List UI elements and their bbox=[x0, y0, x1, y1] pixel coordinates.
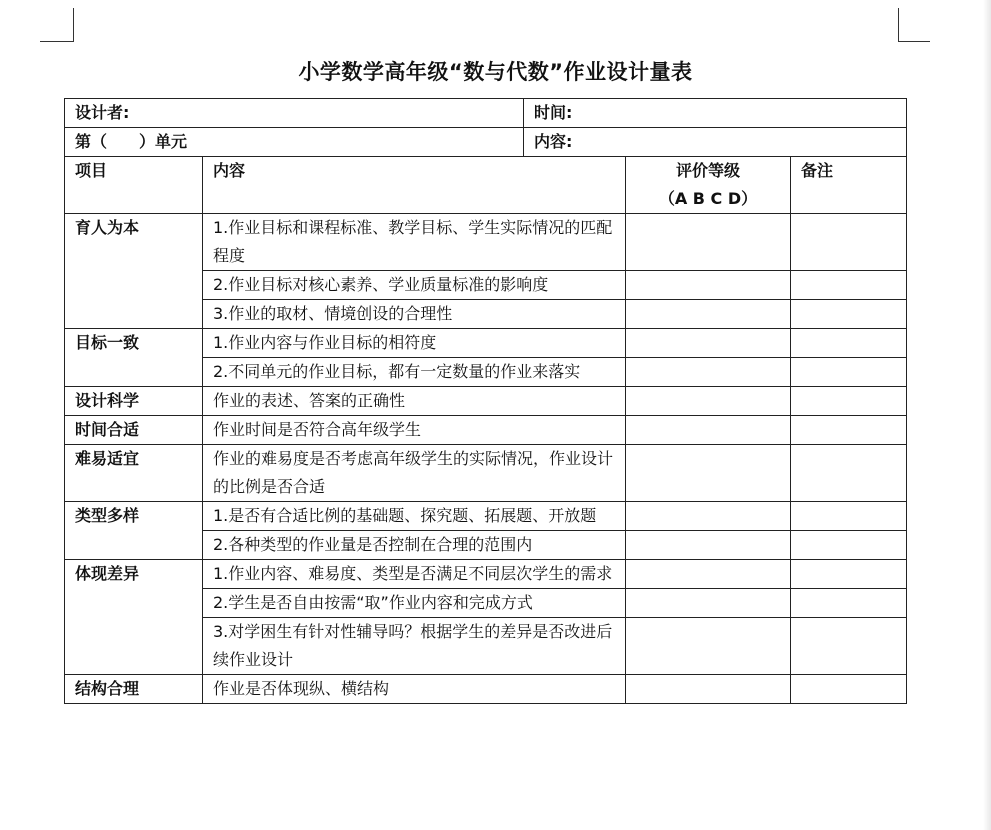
info-row-1 bbox=[65, 99, 907, 128]
criteria-row bbox=[65, 445, 907, 502]
grade-input-cell[interactable] bbox=[626, 387, 791, 416]
crop-mark-top-right bbox=[898, 8, 930, 42]
criteria-content-cell: 作业时间是否符合高年级学生 bbox=[203, 416, 626, 445]
grade-input-cell[interactable] bbox=[626, 358, 791, 387]
criteria-content-cell: 1.是否有合适比例的基础题、探究题、拓展题、开放题 bbox=[203, 502, 626, 531]
criteria-content-cell: 作业是否体现纵、横结构 bbox=[203, 675, 626, 704]
category-cell: 目标一致 bbox=[65, 329, 203, 387]
column-header-content: 内容 bbox=[203, 157, 626, 214]
category-cell: 设计科学 bbox=[65, 387, 203, 416]
page-edge-shadow bbox=[983, 0, 991, 830]
grade-input-cell[interactable] bbox=[626, 560, 791, 589]
category-cell: 类型多样 bbox=[65, 502, 203, 560]
column-header-row bbox=[65, 157, 907, 214]
remark-input-cell[interactable] bbox=[791, 589, 907, 618]
category-cell: 难易适宜 bbox=[65, 445, 203, 502]
grade-input-cell[interactable] bbox=[626, 445, 791, 502]
remark-input-cell[interactable] bbox=[791, 618, 907, 675]
criteria-row bbox=[65, 387, 907, 416]
category-cell: 结构合理 bbox=[65, 675, 203, 704]
criteria-content-cell: 2.作业目标对核心素养、学业质量标准的影响度 bbox=[203, 271, 626, 300]
remark-input-cell[interactable] bbox=[791, 358, 907, 387]
criteria-row bbox=[65, 329, 907, 358]
remark-input-cell[interactable] bbox=[791, 214, 907, 271]
evaluation-table bbox=[64, 98, 907, 704]
grade-input-cell[interactable] bbox=[626, 531, 791, 560]
criteria-row bbox=[65, 214, 907, 271]
criteria-content-cell: 1.作业目标和课程标准、教学目标、学生实际情况的匹配程度 bbox=[203, 214, 626, 271]
criteria-content-cell: 2.各种类型的作业量是否控制在合理的范围内 bbox=[203, 531, 626, 560]
grade-header-line1: 评价等级 bbox=[675, 161, 740, 180]
grade-input-cell[interactable] bbox=[626, 589, 791, 618]
column-header-item: 项目 bbox=[65, 157, 203, 214]
document-title: 小学数学高年级“数与代数”作业设计量表 bbox=[298, 60, 693, 84]
column-header-remark: 备注 bbox=[791, 157, 907, 214]
remark-input-cell[interactable] bbox=[791, 329, 907, 358]
time-field[interactable]: 时间: bbox=[524, 99, 907, 128]
remark-input-cell[interactable] bbox=[791, 387, 907, 416]
criteria-content-cell: 2.不同单元的作业目标，都有一定数量的作业来落实 bbox=[203, 358, 626, 387]
grade-input-cell[interactable] bbox=[626, 329, 791, 358]
remark-input-cell[interactable] bbox=[791, 675, 907, 704]
remark-input-cell[interactable] bbox=[791, 531, 907, 560]
remark-input-cell[interactable] bbox=[791, 445, 907, 502]
grade-header-line2: （A B C D） bbox=[658, 189, 758, 208]
criteria-content-cell: 1.作业内容、难易度、类型是否满足不同层次学生的需求 bbox=[203, 560, 626, 589]
criteria-content-cell: 作业的难易度是否考虑高年级学生的实际情况，作业设计的比例是否合适 bbox=[203, 445, 626, 502]
grade-input-cell[interactable] bbox=[626, 618, 791, 675]
grade-input-cell[interactable] bbox=[626, 502, 791, 531]
info-row-2 bbox=[65, 128, 907, 157]
criteria-row bbox=[65, 502, 907, 531]
column-header-grade bbox=[626, 157, 791, 214]
criteria-content-cell: 3.作业的取材、情境创设的合理性 bbox=[203, 300, 626, 329]
grade-input-cell[interactable] bbox=[626, 271, 791, 300]
designer-field[interactable]: 设计者: bbox=[65, 99, 524, 128]
grade-input-cell[interactable] bbox=[626, 214, 791, 271]
criteria-row bbox=[65, 675, 907, 704]
remark-input-cell[interactable] bbox=[791, 300, 907, 329]
remark-input-cell[interactable] bbox=[791, 416, 907, 445]
unit-field[interactable]: 第（ ）单元 bbox=[65, 128, 524, 157]
remark-input-cell[interactable] bbox=[791, 502, 907, 531]
category-cell: 体现差异 bbox=[65, 560, 203, 675]
criteria-content-cell: 2.学生是否自由按需“取”作业内容和完成方式 bbox=[203, 589, 626, 618]
category-cell: 育人为本 bbox=[65, 214, 203, 329]
criteria-content-cell: 1.作业内容与作业目标的相符度 bbox=[203, 329, 626, 358]
crop-mark-top-left bbox=[40, 8, 74, 42]
criteria-content-cell: 3.对学困生有针对性辅导吗？根据学生的差异是否改进后续作业设计 bbox=[203, 618, 626, 675]
criteria-row bbox=[65, 416, 907, 445]
criteria-rows bbox=[65, 214, 907, 704]
criteria-content-cell: 作业的表述、答案的正确性 bbox=[203, 387, 626, 416]
criteria-row bbox=[65, 560, 907, 589]
grade-input-cell[interactable] bbox=[626, 675, 791, 704]
category-cell: 时间合适 bbox=[65, 416, 203, 445]
remark-input-cell[interactable] bbox=[791, 271, 907, 300]
grade-input-cell[interactable] bbox=[626, 416, 791, 445]
grade-input-cell[interactable] bbox=[626, 300, 791, 329]
content-field[interactable]: 内容: bbox=[524, 128, 907, 157]
remark-input-cell[interactable] bbox=[791, 560, 907, 589]
